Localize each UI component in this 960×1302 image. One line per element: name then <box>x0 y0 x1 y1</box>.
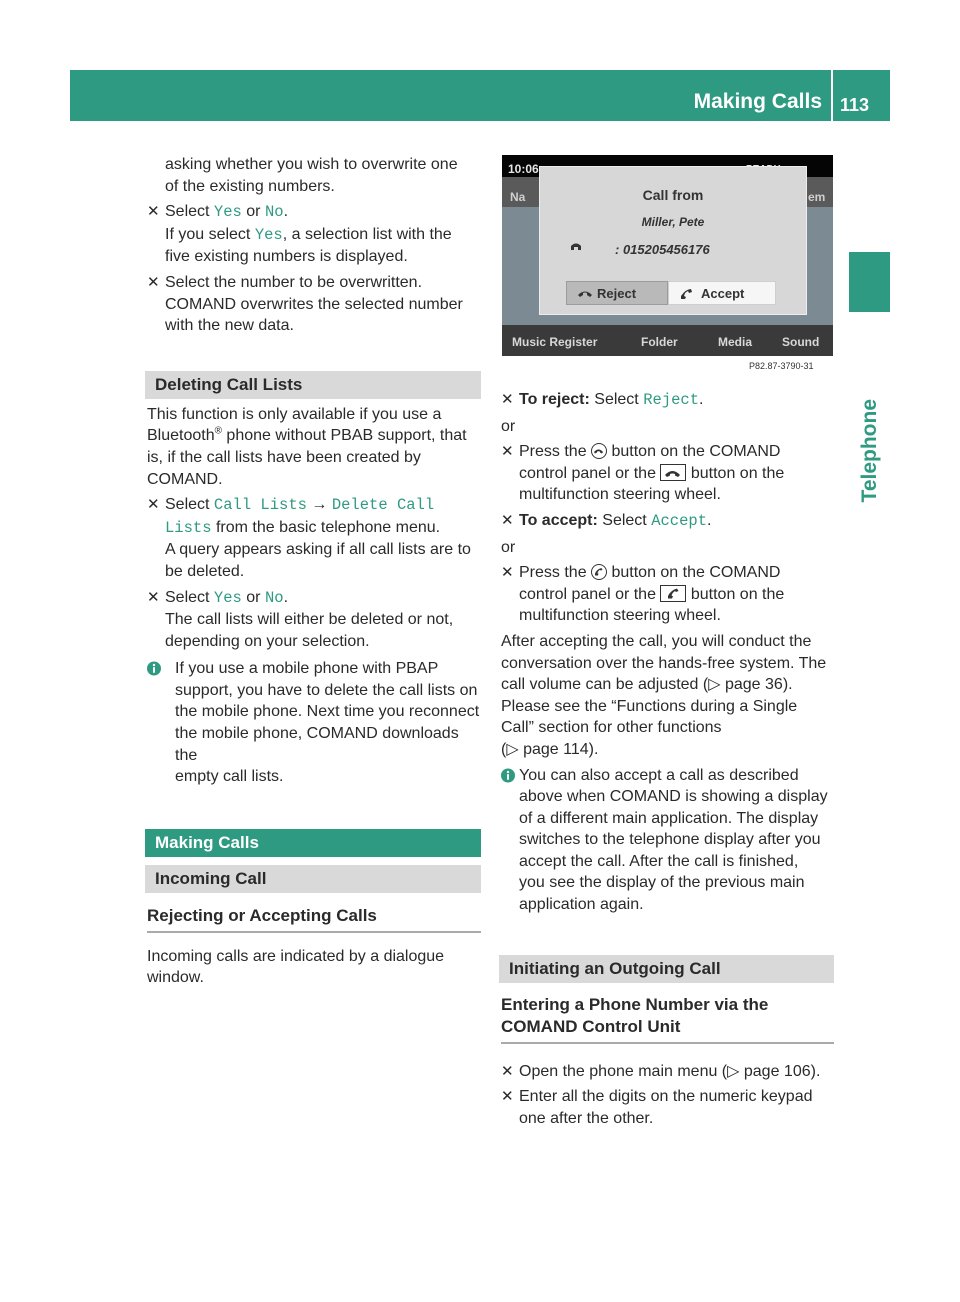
step-marker-icon: ✕ <box>147 203 160 221</box>
paragraph: or <box>501 538 516 556</box>
instruction-step: ✕ Open the phone main menu (▷ page 106). <box>501 1061 834 1083</box>
chapter-tab <box>849 312 890 502</box>
info-icon <box>147 661 161 676</box>
step-marker-icon: ✕ <box>501 443 514 461</box>
menu-item-yes: Yes <box>254 225 283 244</box>
caller-number: : 015205456176 <box>615 242 710 257</box>
step-marker-icon: ✕ <box>501 391 514 408</box>
screen-menu-item: Music Register <box>512 335 598 349</box>
screen-menu-item: Folder <box>641 335 678 349</box>
instruction-step: ✕ Select the number to be overwritten. COMAND overwrites the selected number with the new data. <box>147 273 463 335</box>
topic-heading: Entering a Phone Number via the COMAND Control Unit <box>501 994 834 1044</box>
instruction-step: ✕ Select Call Lists → Delete Call Lists from the basic telephone menu. A query appears asking if all call lists are to be deleted. <box>147 496 471 580</box>
screen-menu-item: Media <box>718 335 753 349</box>
menu-path-call-lists: Call Lists <box>213 496 307 515</box>
chapter-tab-marker <box>849 252 890 312</box>
instruction-step: ✕ To reject: Select Reject. <box>501 391 704 409</box>
paragraph: asking whether you wish to overwrite one of the existing numbers. <box>165 156 458 195</box>
paragraph: This function is only available if you use a Bluetooth® phone without PBAB support, that is, if the call lists have been created by COMAND. <box>147 405 467 488</box>
header-divider <box>831 70 833 121</box>
accept-button[interactable]: Accept <box>668 281 776 305</box>
caller-name: Miller, Pete <box>641 215 705 229</box>
chapter-tab-label: Telephone <box>858 398 881 502</box>
screen-clock: 10:06 <box>508 162 539 176</box>
menu-item-accept: Accept <box>651 511 707 530</box>
step-marker-icon: ✕ <box>501 1088 514 1106</box>
step-marker-icon: ✕ <box>501 1062 514 1080</box>
menu-item-reject: Reject <box>643 391 699 409</box>
instruction-step: ✕ To accept: Select Accept. <box>501 511 712 530</box>
step-marker-icon: ✕ <box>147 588 160 606</box>
call-button-icon <box>591 564 607 580</box>
paragraph: Incoming calls are indicated by a dialogue window. <box>147 947 445 987</box>
info-note: If you use a mobile phone with PBAP support, you have to delete the call lists on the mobile phone. Next time you reconnect the mobile phone, COMAND downloads the empty call lists. <box>147 658 481 788</box>
page-number: 113 <box>840 95 870 115</box>
subsection-heading: Incoming Call <box>145 865 481 893</box>
menu-item-no: No <box>264 588 284 607</box>
screen-tab-left: Na <box>510 190 526 204</box>
hang-up-icon <box>577 288 593 298</box>
dialog-title: Call from <box>642 187 704 203</box>
menu-item-yes: Yes <box>213 588 242 607</box>
section-heading: Deleting Call Lists <box>145 371 481 399</box>
instruction-step: ✕ Press the button on the COMAND control panel or the button on the multifunction steering wheel. <box>501 564 785 625</box>
topic-heading: Rejecting or Accepting Calls <box>147 905 481 933</box>
menu-item-no: No <box>264 203 284 222</box>
step-marker-icon: ✕ <box>501 511 514 529</box>
menu-path-delete-call-lists: Delete Call <box>331 496 435 515</box>
end-call-button-icon <box>591 443 607 459</box>
pick-up-icon <box>679 288 693 300</box>
step-marker-icon: ✕ <box>147 273 160 291</box>
instruction-step: ✕ Select Yes or No. If you select Yes, a selection list with the five existing numbers is displayed. <box>147 203 452 266</box>
figure-reference: P82.87-3790-31 <box>749 361 814 371</box>
reject-button[interactable]: Reject <box>566 281 668 305</box>
screen-tab-right: em <box>808 190 826 204</box>
step-marker-icon: ✕ <box>501 564 514 582</box>
section-heading: Initiating an Outgoing Call <box>499 955 834 983</box>
step-marker-icon: ✕ <box>147 496 160 514</box>
right-column <box>501 389 834 1129</box>
steering-wheel-call-icon <box>660 585 686 602</box>
incoming-call-dialog <box>539 166 807 315</box>
section-title: Making Calls <box>693 90 822 113</box>
instruction-step: ✕ Enter all the digits on the numeric keypad one after the other. <box>501 1088 813 1127</box>
screen-bottom-menu <box>502 325 833 356</box>
page-header-bar <box>70 70 890 121</box>
steering-wheel-hang-up-icon <box>660 464 686 481</box>
phone-icon <box>570 241 582 251</box>
left-column <box>147 154 481 989</box>
info-icon <box>501 768 515 783</box>
instruction-step: ✕ Press the button on the COMAND control panel or the button on the multifunction steering wheel. <box>501 443 785 504</box>
paragraph: or <box>501 417 516 435</box>
screen-menu-item: Sound <box>782 335 820 349</box>
menu-item-yes: Yes <box>213 203 242 222</box>
section-heading: Making Calls <box>145 829 481 857</box>
info-note: You can also accept a call as described above when COMAND is showing a display of a different main application. The display switches to the telephone display after you accept the call. After the call is finished, you see the display of the previous main application again. <box>501 765 834 916</box>
instruction-step: ✕ Select Yes or No. The call lists will either be deleted or not, depending on your selection. <box>147 588 454 650</box>
paragraph: After accepting the call, you will conduct the conversation over the hands-free system. The call volume can be adjusted (▷ page 36). Please see the “Functions during a Single Call” section for other functions (▷ page 114). <box>501 632 827 758</box>
